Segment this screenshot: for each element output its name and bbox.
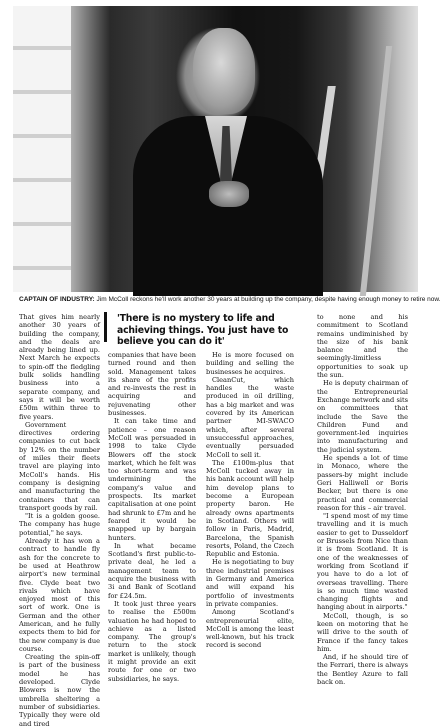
- window-background: [13, 6, 71, 292]
- pull-quote-rule: [104, 312, 107, 342]
- article-column-2: [108, 351, 196, 683]
- paragraph: He is deputy chairman of the Entrepreneurial Exchange network and sits on committees that include the Save the Children Fund and government-led inquiries into manufacturing and the judicial system.: [317, 379, 408, 454]
- person-hands: [209, 181, 249, 207]
- photo-caption: [19, 296, 441, 304]
- person-head: [193, 28, 255, 114]
- paragraph: And, if he should tire of the Ferrari, there is always the Bentley Azure to fall back on.: [317, 653, 408, 687]
- paragraph: "It is a golden goose. The company has huge potential," he says.: [19, 512, 100, 537]
- paragraph: Government directives ordering companies to cut back by 12% on the number of miles their fleets travel are playing into McColl's hands. His company is designing and manufacturing the containers that can transport goods by rail.: [19, 420, 100, 512]
- caption-text: Jim McColl reckons he'll work another 30 years at building up the company, despite having enough money to retire now.: [94, 296, 441, 303]
- paragraph: "I spend most of my time travelling and it is much easier to get to Dusseldorf or Brussels from Nice than it is from Scotland. It is one of the weaknesses of working from Scotland if you have to do a lot of overseas travelling. There is so much time wasted changing flights and hanging about in airports.": [317, 512, 408, 612]
- paragraph: He spends a lot of time in Monaco, where the passers-by might include Geri Halliwell or Boris Becker, but there is one practical and commercial reason for this – air travel.: [317, 454, 408, 512]
- paragraph: Among Scotland's entrepreneurial elite, McColl is among the least well-known, but his track record is second: [206, 608, 294, 650]
- article-column-1: [19, 313, 100, 728]
- article-column-3: [206, 351, 294, 650]
- caption-label: CAPTAIN OF INDUSTRY:: [19, 296, 95, 303]
- paragraph: McColl, though, is so keen on motoring that he will drive to the south of France if the fancy takes him.: [317, 611, 408, 653]
- paragraph: Already it has won a contract to handle fly ash for the concrete to be used at Heathrow airport's new terminal five. Clyde beat two rivals which have enjoyed most of this sort of work. One is German and the other American, and he fully expects them to bid for the new company is due course.: [19, 537, 100, 653]
- article-column-4: [317, 313, 408, 687]
- portrait-photo: [13, 6, 418, 292]
- paragraph: In what became Scotland's first public-to-private deal, he led a management team to acquire the business with 3i and Bank of Scotland for £24.5m.: [108, 541, 196, 600]
- paragraph: CleanCut, which handles the waste produced in oil drilling, has a big market and was covered by its American partner MI-SWACO which, after several unsuccessful approaches, eventually persuaded McColl to sell it.: [206, 375, 294, 459]
- paragraph: Creating the spin-off is part of the business model he has developed. Clyde Blowers is now the umbrella sheltering a number of subsidiaries. Typically they were old and tired: [19, 653, 100, 728]
- pull-quote: 'There is no mystery to life and achieving things. You just have to believe you can do it': [117, 313, 289, 347]
- paragraph: It can take time and patience – one reason McColl was persuaded in 1998 to take Clyde Blowers off the stock market, which he felt was too short-term and was undermining the company's value and prospects. Its market capitalisation at one point had shrunk to £7m and he feared it would be snapped up by bargain hunters.: [108, 417, 196, 542]
- paragraph: to none and his commitment to Scotland remains undiminished by the size of his bank balance and the seemingly-limitless opportunities to soak up the sun.: [317, 313, 408, 380]
- stair-rail: [360, 46, 392, 296]
- paragraph: He is more focused on building and selling the businesses he acquires.: [206, 351, 294, 376]
- paragraph: That gives him nearly another 30 years of building the company, and the deals are already being lined up. Next March he expects to spin-off the fledgling bulk solids handling business into a separate company, and says it will be worth £50m within three to five years.: [19, 313, 100, 421]
- paragraph: companies that have been turned round and then sold. Management takes its share of the profits and re-invests the rest in acquiring and rejuvenating other businesses.: [108, 351, 196, 418]
- paragraph: The £100m-plus that McColl tucked away in his bank account will help him develop plans to become a European property baron. He already owns apartments in Scotland. Others will follow in Paris, Madrid, Barcelona, the Spanish resorts, Poland, the Czech Republic and Estonia.: [206, 458, 294, 559]
- paragraph: He is negotiating to buy three industrial premises in Germany and America and will expand his portfolio of investments in private companies.: [206, 558, 294, 608]
- paragraph: It took just three years to realise the £500m valuation he had hoped to achieve as a listed company. The group's return to the stock market is unlikely, though it might provide an exit route for one or two subsidiaries, he says.: [108, 599, 196, 683]
